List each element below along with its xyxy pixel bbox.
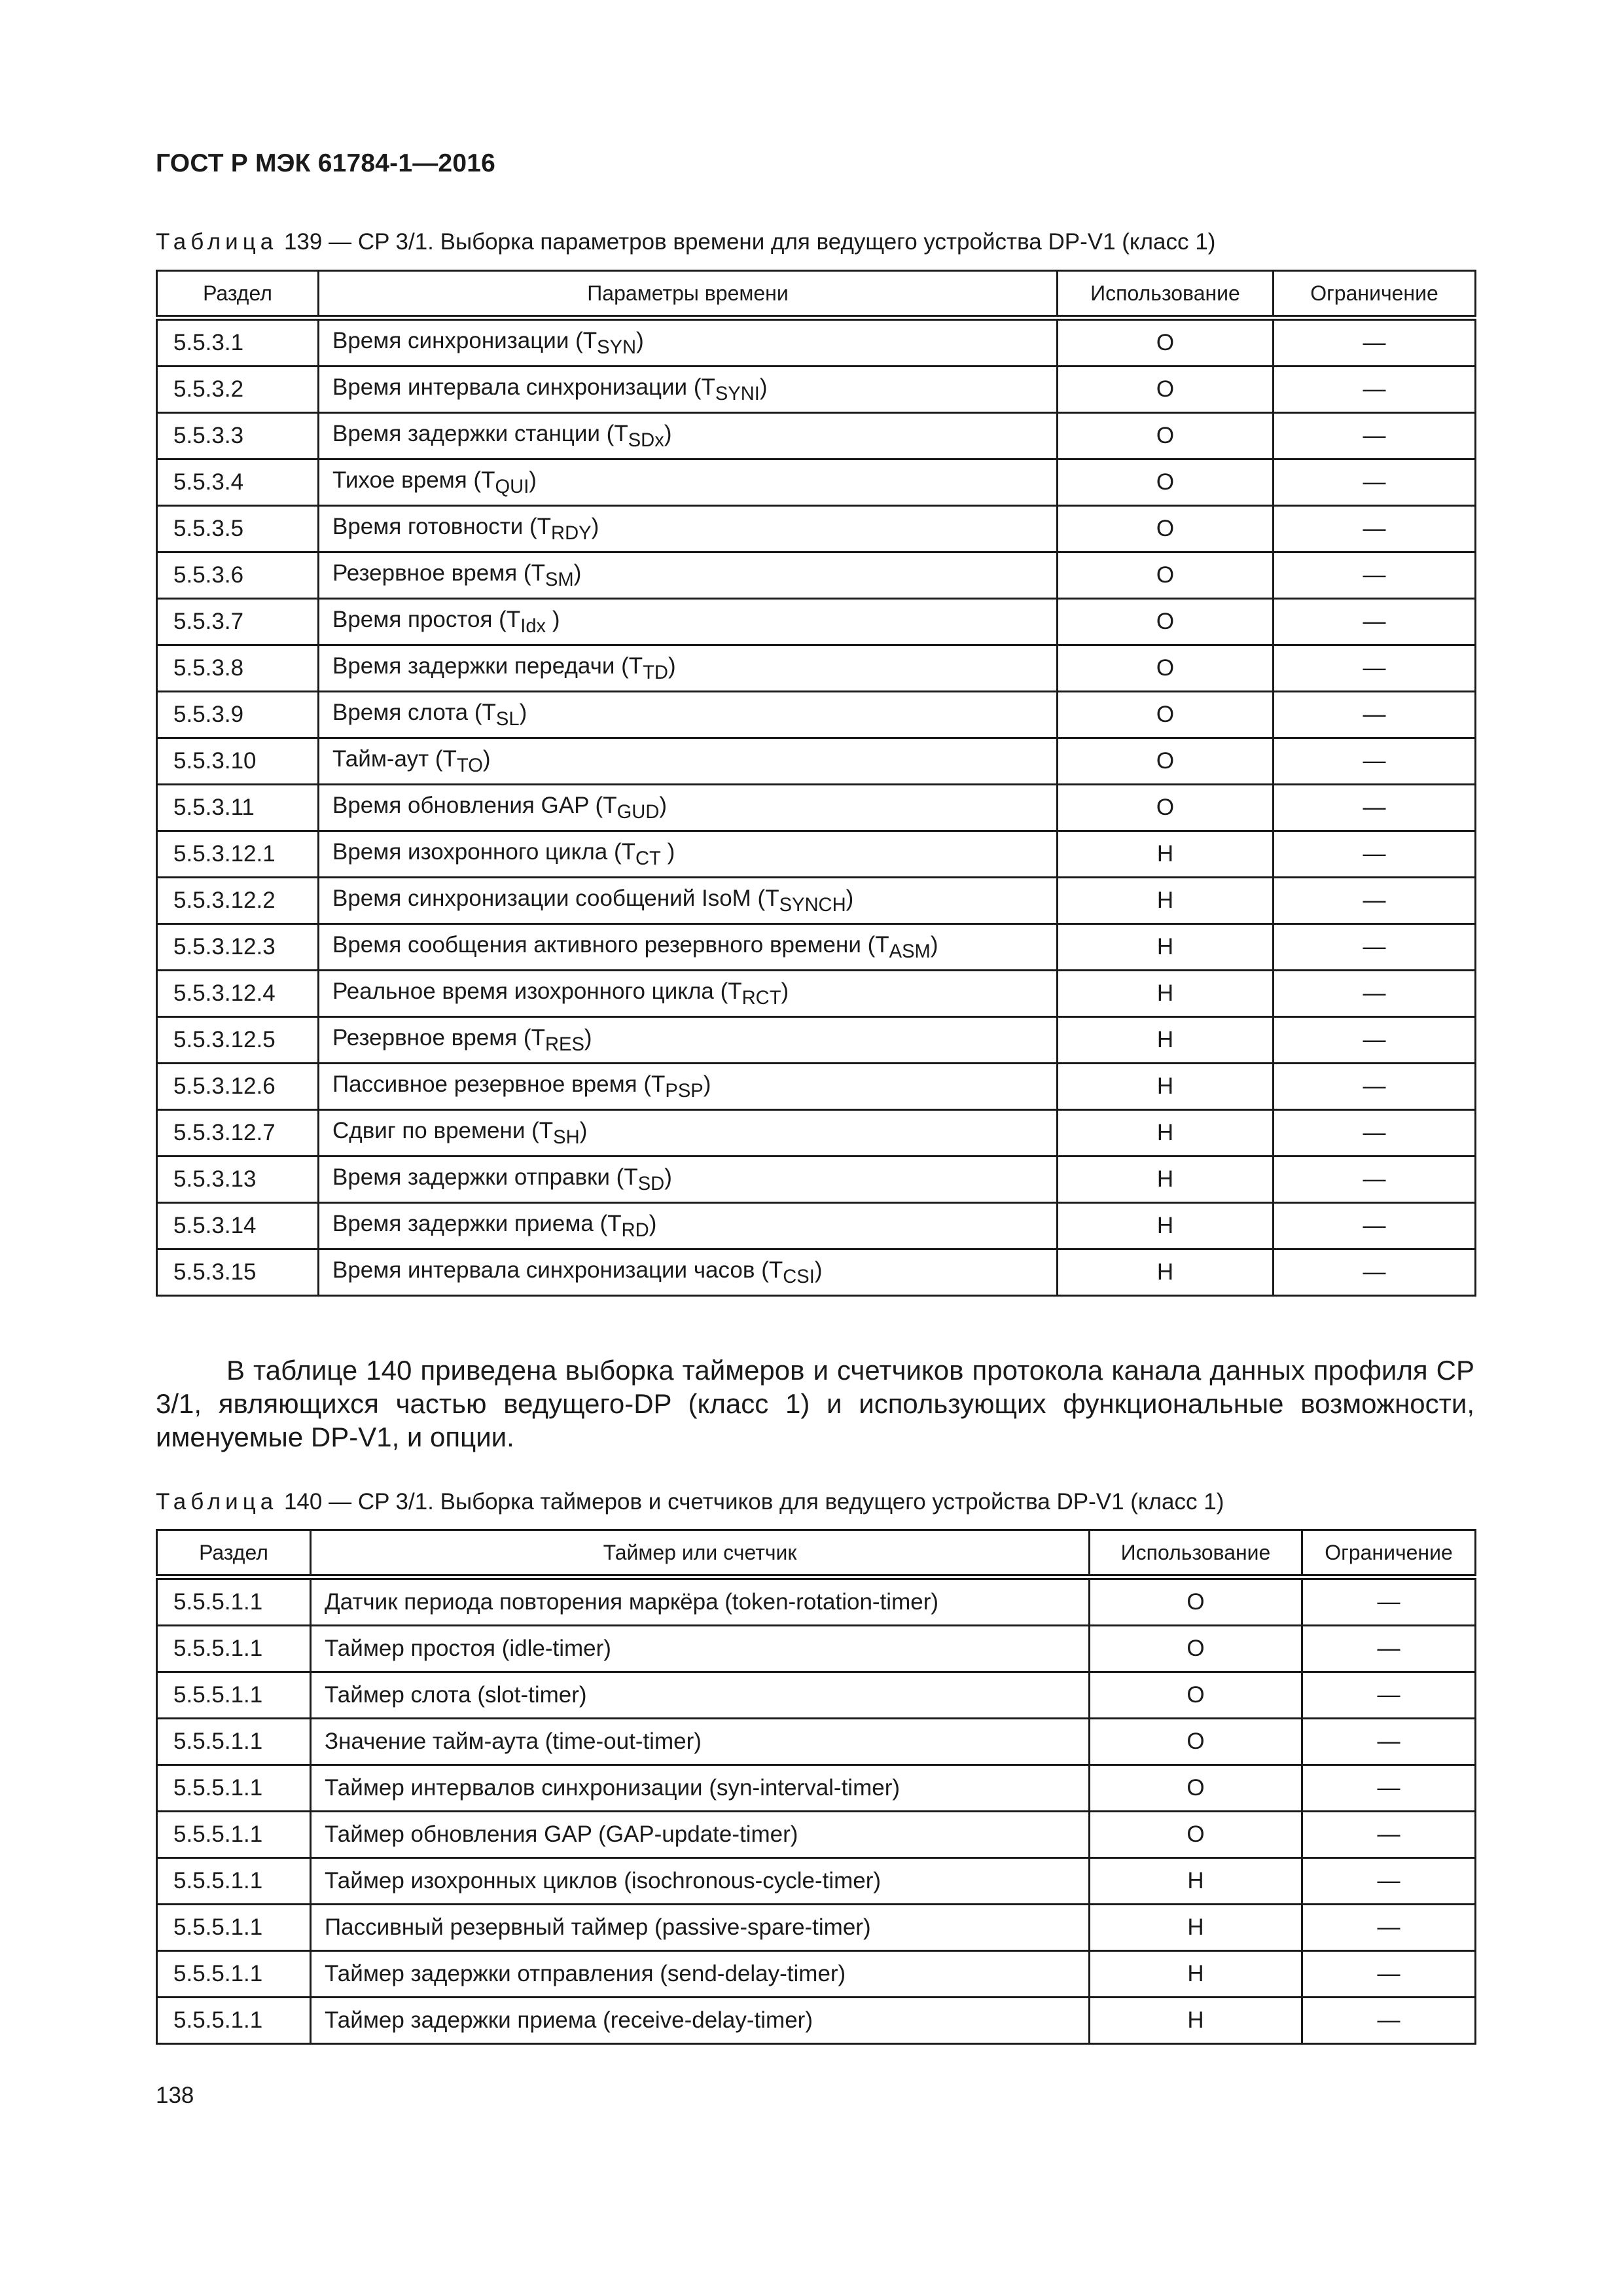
table-140-caption xyxy=(156,1489,1224,1515)
table-row xyxy=(157,599,1476,645)
limit-cell: — xyxy=(1302,1951,1476,1998)
limit-cell: — xyxy=(1302,1672,1476,1719)
parameter-cell xyxy=(319,738,1058,785)
table-row xyxy=(157,1110,1476,1157)
parameter-tail: ) xyxy=(664,1164,672,1190)
table-row xyxy=(157,738,1476,785)
usage-cell: H xyxy=(1058,1157,1274,1203)
usage-cell: H xyxy=(1090,1951,1302,1998)
column-header-usage: Использование xyxy=(1058,271,1274,318)
table-row xyxy=(157,1017,1476,1064)
usage-cell: H xyxy=(1058,1110,1274,1157)
parameter-name: Время сообщения активного резервного времени (T xyxy=(332,931,889,958)
table-row xyxy=(157,1157,1476,1203)
timer-cell: Таймер задержки приема (receive-delay-timer) xyxy=(311,1998,1090,2044)
document-header: ГОСТ Р МЭК 61784-1—2016 xyxy=(156,149,495,177)
usage-cell: H xyxy=(1058,1017,1274,1064)
section-cell: 5.5.3.1 xyxy=(157,318,319,367)
parameter-tail: ) xyxy=(584,1024,592,1050)
parameter-cell xyxy=(319,1017,1058,1064)
table-row xyxy=(157,1719,1476,1765)
parameter-name: Время задержки приема (T xyxy=(332,1210,622,1236)
parameter-name: Резервное время (T xyxy=(332,560,545,586)
parameter-subscript: TO xyxy=(456,755,483,776)
parameter-tail: ) xyxy=(668,653,676,679)
section-cell: 5.5.5.1.1 xyxy=(157,1812,311,1858)
timer-cell: Пассивный резервный таймер (passive-spare-timer) xyxy=(311,1905,1090,1951)
parameter-name: Тайм-аут (T xyxy=(332,745,457,772)
table-row xyxy=(157,971,1476,1017)
usage-cell: O xyxy=(1058,692,1274,738)
limit-cell: — xyxy=(1274,738,1476,785)
parameter-cell xyxy=(319,506,1058,552)
usage-cell: O xyxy=(1090,1672,1302,1719)
table-row xyxy=(157,318,1476,367)
table-139 xyxy=(156,270,1476,1297)
limit-cell: — xyxy=(1302,1719,1476,1765)
usage-cell: O xyxy=(1090,1765,1302,1812)
limit-cell: — xyxy=(1274,692,1476,738)
usage-cell: O xyxy=(1090,1626,1302,1672)
parameter-name: Время синхронизации (T xyxy=(332,327,597,353)
section-cell: 5.5.3.3 xyxy=(157,413,319,459)
table-139-caption-label: Таблица xyxy=(156,229,278,255)
table-row xyxy=(157,1672,1476,1719)
limit-cell: — xyxy=(1302,1577,1476,1626)
section-cell: 5.5.3.5 xyxy=(157,506,319,552)
usage-cell: H xyxy=(1090,1998,1302,2044)
timer-cell: Таймер простоя (idle-timer) xyxy=(311,1626,1090,1672)
usage-cell: O xyxy=(1058,459,1274,506)
timer-cell: Таймер обновления GAP (GAP-update-timer) xyxy=(311,1812,1090,1858)
section-cell: 5.5.3.8 xyxy=(157,645,319,692)
table-row xyxy=(157,1905,1476,1951)
timer-cell: Таймер интервалов синхронизации (syn-interval-timer) xyxy=(311,1765,1090,1812)
parameter-name: Время задержки станции (T xyxy=(332,420,628,446)
parameter-subscript: SYN xyxy=(597,336,637,358)
parameter-cell xyxy=(319,367,1058,413)
parameter-tail: ) xyxy=(660,838,675,865)
column-header-limit: Ограничение xyxy=(1302,1530,1476,1577)
parameter-name: Время задержки передачи (T xyxy=(332,653,643,679)
section-cell: 5.5.3.12.1 xyxy=(157,831,319,878)
table-row xyxy=(157,1812,1476,1858)
table-140-caption-text: 140 — CP 3/1. Выборка таймеров и счетчиков для ведущего устройства DP-V1 (класс 1) xyxy=(283,1489,1224,1515)
parameter-cell xyxy=(319,599,1058,645)
parameter-subscript: CT xyxy=(635,848,661,869)
usage-cell: H xyxy=(1058,924,1274,971)
section-cell: 5.5.5.1.1 xyxy=(157,1719,311,1765)
parameter-tail: ) xyxy=(579,1117,588,1143)
parameter-tail: ) xyxy=(759,374,768,400)
parameter-subscript: RD xyxy=(621,1219,649,1241)
table-row xyxy=(157,367,1476,413)
table-row xyxy=(157,1577,1476,1626)
table-140 xyxy=(156,1529,1476,2045)
parameter-subscript: SH xyxy=(553,1126,580,1148)
limit-cell: — xyxy=(1302,1858,1476,1905)
parameter-name: Время интервала синхронизации часов (T xyxy=(332,1257,783,1283)
section-cell: 5.5.5.1.1 xyxy=(157,1765,311,1812)
section-cell: 5.5.3.12.2 xyxy=(157,878,319,924)
limit-cell: — xyxy=(1274,1110,1476,1157)
section-cell: 5.5.3.7 xyxy=(157,599,319,645)
parameter-subscript: QUI xyxy=(495,476,529,497)
section-cell: 5.5.3.9 xyxy=(157,692,319,738)
parameter-name: Тихое время (T xyxy=(332,467,495,493)
table-139-caption-text: 139 — CP 3/1. Выборка параметров времени для ведущего устройства DP-V1 (класс 1) xyxy=(283,229,1216,255)
timer-cell: Значение тайм-аута (time-out-timer) xyxy=(311,1719,1090,1765)
parameter-subscript: SYNI xyxy=(715,383,760,404)
table-140-body xyxy=(157,1577,1476,2044)
limit-cell: — xyxy=(1274,831,1476,878)
timer-cell: Датчик периода повторения маркёра (token-rotation-timer) xyxy=(311,1577,1090,1626)
timer-cell: Таймер задержки отправления (send-delay-timer) xyxy=(311,1951,1090,1998)
parameter-cell xyxy=(319,1064,1058,1110)
limit-cell: — xyxy=(1302,1998,1476,2044)
parameter-tail: ) xyxy=(482,745,491,772)
section-cell: 5.5.3.12.3 xyxy=(157,924,319,971)
section-cell: 5.5.3.2 xyxy=(157,367,319,413)
column-header-limit: Ограничение xyxy=(1274,271,1476,318)
table-row xyxy=(157,645,1476,692)
section-cell: 5.5.3.12.5 xyxy=(157,1017,319,1064)
parameter-name: Время интервала синхронизации (T xyxy=(332,374,715,400)
usage-cell: O xyxy=(1090,1577,1302,1626)
parameter-name: Время простоя (T xyxy=(332,606,521,632)
section-cell: 5.5.5.1.1 xyxy=(157,1577,311,1626)
table-row xyxy=(157,506,1476,552)
parameter-cell xyxy=(319,552,1058,599)
limit-cell: — xyxy=(1274,1157,1476,1203)
limit-cell: — xyxy=(1274,506,1476,552)
section-cell: 5.5.5.1.1 xyxy=(157,1905,311,1951)
parameter-cell xyxy=(319,785,1058,831)
limit-cell: — xyxy=(1302,1905,1476,1951)
parameter-name: Время слота (T xyxy=(332,699,496,725)
parameter-cell xyxy=(319,971,1058,1017)
page-number: 138 xyxy=(156,2083,194,2108)
section-cell: 5.5.3.11 xyxy=(157,785,319,831)
limit-cell: — xyxy=(1274,1203,1476,1249)
section-cell: 5.5.3.12.7 xyxy=(157,1110,319,1157)
parameter-tail: ) xyxy=(649,1210,657,1236)
parameter-name: Сдвиг по времени (T xyxy=(332,1117,554,1143)
table-row xyxy=(157,878,1476,924)
column-header-section: Раздел xyxy=(157,271,319,318)
parameter-subscript: GUD xyxy=(616,801,660,823)
parameter-cell xyxy=(319,1249,1058,1296)
parameter-tail: ) xyxy=(519,699,527,725)
parameter-cell xyxy=(319,831,1058,878)
limit-cell: — xyxy=(1274,459,1476,506)
section-cell: 5.5.3.6 xyxy=(157,552,319,599)
parameter-subscript: PSP xyxy=(665,1080,704,1102)
parameter-tail: ) xyxy=(529,467,537,493)
usage-cell: O xyxy=(1058,599,1274,645)
parameter-subscript: SDx xyxy=(628,429,664,451)
usage-cell: H xyxy=(1058,831,1274,878)
table-row xyxy=(157,785,1476,831)
parameter-tail: ) xyxy=(846,885,854,911)
parameter-name: Реальное время изохронного цикла (T xyxy=(332,978,742,1004)
usage-cell: O xyxy=(1058,318,1274,367)
section-cell: 5.5.5.1.1 xyxy=(157,1626,311,1672)
table-139-caption xyxy=(156,229,1215,255)
body-paragraph: В таблице 140 приведена выборка таймеров и счетчиков протокола канала данных профиля CP 3/1, являющихся частью ведущего-DP (класс 1) и использующих функциональные возможности, именуемые DP-V1, и опции. xyxy=(156,1355,1474,1452)
table-row xyxy=(157,1203,1476,1249)
parameter-cell xyxy=(319,413,1058,459)
parameter-tail: ) xyxy=(930,931,938,958)
parameter-subscript: SM xyxy=(544,569,574,590)
parameter-subscript: SL xyxy=(495,708,520,730)
parameter-name: Резервное время (T xyxy=(332,1024,545,1050)
column-header-section: Раздел xyxy=(157,1530,311,1577)
column-header-timer-or-counter: Таймер или счетчик xyxy=(311,1530,1090,1577)
usage-cell: O xyxy=(1090,1812,1302,1858)
table-row xyxy=(157,831,1476,878)
parameter-tail: ) xyxy=(546,606,560,632)
limit-cell: — xyxy=(1274,971,1476,1017)
parameter-tail: ) xyxy=(591,513,599,539)
parameter-tail: ) xyxy=(573,560,582,586)
parameter-cell xyxy=(319,878,1058,924)
limit-cell: — xyxy=(1274,785,1476,831)
parameter-subscript: TD xyxy=(643,662,668,683)
table-row xyxy=(157,1951,1476,1998)
limit-cell: — xyxy=(1274,367,1476,413)
section-cell: 5.5.5.1.1 xyxy=(157,1998,311,2044)
table-row xyxy=(157,1626,1476,1672)
table-row xyxy=(157,413,1476,459)
usage-cell: O xyxy=(1058,785,1274,831)
parameter-subscript: SD xyxy=(637,1173,665,1194)
table-140-caption-label: Таблица xyxy=(156,1489,278,1515)
column-header-time-parameters: Параметры времени xyxy=(319,271,1058,318)
table-140-header-row xyxy=(157,1530,1476,1577)
parameter-name: Время готовности (T xyxy=(332,513,552,539)
usage-cell: O xyxy=(1090,1719,1302,1765)
table-row xyxy=(157,459,1476,506)
section-cell: 5.5.3.10 xyxy=(157,738,319,785)
table-row xyxy=(157,1765,1476,1812)
limit-cell: — xyxy=(1274,1249,1476,1296)
limit-cell: — xyxy=(1274,1064,1476,1110)
table-row xyxy=(157,1998,1476,2044)
usage-cell: O xyxy=(1058,367,1274,413)
parameter-name: Время синхронизации сообщений IsoM (T xyxy=(332,885,779,911)
parameter-tail: ) xyxy=(664,420,672,446)
parameter-subscript: RDY xyxy=(551,522,592,544)
table-row xyxy=(157,1858,1476,1905)
limit-cell: — xyxy=(1302,1765,1476,1812)
parameter-subscript: SYNCH xyxy=(779,894,846,916)
usage-cell: O xyxy=(1058,413,1274,459)
usage-cell: O xyxy=(1058,506,1274,552)
parameter-subscript: RES xyxy=(544,1033,584,1055)
table-row xyxy=(157,692,1476,738)
parameter-name: Время изохронного цикла (T xyxy=(332,838,635,865)
limit-cell: — xyxy=(1274,1017,1476,1064)
parameter-tail: ) xyxy=(636,327,644,353)
parameter-cell xyxy=(319,459,1058,506)
limit-cell: — xyxy=(1302,1812,1476,1858)
parameter-name: Время обновления GAP (T xyxy=(332,792,617,818)
section-cell: 5.5.5.1.1 xyxy=(157,1951,311,1998)
usage-cell: H xyxy=(1058,971,1274,1017)
usage-cell: O xyxy=(1058,552,1274,599)
limit-cell: — xyxy=(1274,878,1476,924)
table-139-header-row xyxy=(157,271,1476,318)
table-row xyxy=(157,924,1476,971)
usage-cell: H xyxy=(1090,1858,1302,1905)
parameter-cell xyxy=(319,645,1058,692)
table-row xyxy=(157,1064,1476,1110)
section-cell: 5.5.3.12.4 xyxy=(157,971,319,1017)
limit-cell: — xyxy=(1302,1626,1476,1672)
usage-cell: H xyxy=(1058,878,1274,924)
parameter-cell xyxy=(319,1157,1058,1203)
usage-cell: O xyxy=(1058,738,1274,785)
parameter-subscript: Idx xyxy=(520,615,546,637)
limit-cell: — xyxy=(1274,318,1476,367)
table-row xyxy=(157,1249,1476,1296)
parameter-name: Время задержки отправки (T xyxy=(332,1164,638,1190)
parameter-cell xyxy=(319,1203,1058,1249)
parameter-subscript: RCT xyxy=(741,987,781,1009)
limit-cell: — xyxy=(1274,599,1476,645)
section-cell: 5.5.3.13 xyxy=(157,1157,319,1203)
parameter-tail: ) xyxy=(814,1257,823,1283)
parameter-cell xyxy=(319,924,1058,971)
limit-cell: — xyxy=(1274,552,1476,599)
section-cell: 5.5.5.1.1 xyxy=(157,1672,311,1719)
limit-cell: — xyxy=(1274,924,1476,971)
usage-cell: H xyxy=(1058,1249,1274,1296)
section-cell: 5.5.3.12.6 xyxy=(157,1064,319,1110)
section-cell: 5.5.3.15 xyxy=(157,1249,319,1296)
usage-cell: H xyxy=(1058,1203,1274,1249)
table-139-body xyxy=(157,318,1476,1296)
usage-cell: H xyxy=(1058,1064,1274,1110)
limit-cell: — xyxy=(1274,645,1476,692)
parameter-tail: ) xyxy=(659,792,668,818)
section-cell: 5.5.3.4 xyxy=(157,459,319,506)
parameter-subscript: CSI xyxy=(783,1266,815,1287)
parameter-tail: ) xyxy=(703,1071,711,1097)
parameter-tail: ) xyxy=(781,978,789,1004)
usage-cell: O xyxy=(1058,645,1274,692)
section-cell: 5.5.5.1.1 xyxy=(157,1858,311,1905)
section-cell: 5.5.3.14 xyxy=(157,1203,319,1249)
parameter-cell xyxy=(319,1110,1058,1157)
timer-cell: Таймер слота (slot-timer) xyxy=(311,1672,1090,1719)
parameter-subscript: ASM xyxy=(889,941,931,962)
parameter-cell xyxy=(319,318,1058,367)
table-row xyxy=(157,552,1476,599)
parameter-cell xyxy=(319,692,1058,738)
timer-cell: Таймер изохронных циклов (isochronous-cycle-timer) xyxy=(311,1858,1090,1905)
limit-cell: — xyxy=(1274,413,1476,459)
usage-cell: H xyxy=(1090,1905,1302,1951)
parameter-name: Пассивное резервное время (T xyxy=(332,1071,666,1097)
column-header-usage: Использование xyxy=(1090,1530,1302,1577)
